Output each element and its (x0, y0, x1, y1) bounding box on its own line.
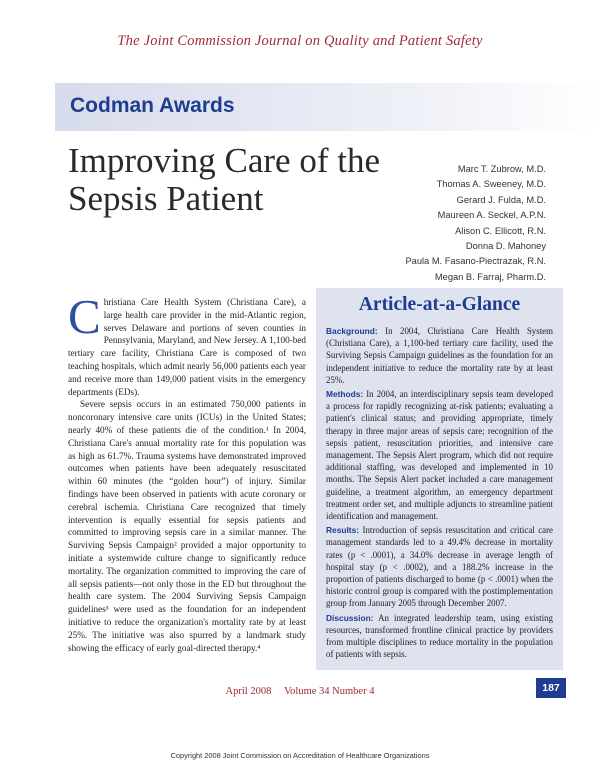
glance-background (326, 325, 553, 386)
glance-text: Introduction of sepsis resuscitation and critical care management standards led to a 49.4% decrease in mortality rates (p < .0001), a 34.0% decrease in average length of hospital stay (p < .0002), and a 188.2% increase in the proportion of patients discharged to home (p < .0001) when the historic control group is compared with the postimplementation group from January 2005 through December 2007. (326, 525, 553, 609)
author-name: Paula M. Fasano-Piectrazak, R.N. (405, 256, 546, 267)
journal-title: The Joint Commission Journal on Quality and Patient Safety (117, 33, 483, 49)
glance-label: Background: (326, 326, 378, 336)
section-band (55, 83, 600, 131)
glance-text: In 2004, an interdisciplinary sepsis team developed a process for rapidly recognizing at-risk patients; evaluating a patient's clinical status; and providing appropriate, timely therapy in three major areas of sepsis care; recognition of the sepsis patient, resuscitation priorities, and intensive care management. The Sepsis Alert program, which did not require additional staffing, was developed and implemented in 10 months. The Sepsis Alert packet included a care management guideline, a treatment algorithm, an emergency department treatment order set, and multiple adjuncts to streamline patient identification and management. (326, 389, 554, 522)
section-title: Codman Awards (70, 94, 235, 117)
drop-cap: C (68, 289, 101, 344)
glance-title: Article-at-a-Glance (358, 294, 521, 315)
glance-label: Results: (326, 525, 360, 536)
glance-label: Discussion: (326, 612, 374, 623)
issue-footer (0, 686, 600, 697)
author-name: Megan B. Farraj, Pharm.D. (434, 271, 546, 282)
article-at-a-glance-box (316, 288, 563, 670)
paragraph-text: hristiana Care Health System (Christiana Care), a large health care provider in the mid-Atlantic region, serves Delaware and portions of seven counties in Pennsylvania, Maryland, and New Jersey. A 1,100-bed tertiary care facility, Christiana Care is composed of two teaching hospitals, which admit nearly 56,000 patients each year and receive more than 149,000 patient visits in the emergency departments (EDs). (68, 297, 306, 397)
glance-methods (326, 388, 553, 522)
author-name: Gerard J. Fulda, M.D. (456, 194, 546, 205)
glance-text: In 2004, Christiana Care Health System (Christiana Care), a 1,100-bed tertiary care facility, used the Surviving Sepsis Campaign guidelines as the foundation for an independent initiative to reduce the mortality rate by at least 25%. (326, 326, 554, 385)
body-paragraph (68, 289, 306, 398)
author-list (405, 162, 546, 285)
body-column (68, 289, 306, 654)
article-title: Improving Care of the Sepsis Patient (68, 141, 380, 218)
author-name: Alison C. Ellicott, R.N. (455, 225, 546, 236)
issue-volume: Volume 34 Number 4 (283, 686, 375, 697)
author-name: Donna D. Mahoney (465, 241, 546, 252)
glance-discussion (326, 612, 553, 661)
glance-label: Methods: (326, 389, 364, 400)
author-name: Maureen A. Seckel, A.P.N. (437, 210, 546, 221)
copyright-notice: Copyright 2008 Joint Commission on Accreditation of Healthcare Organizations (170, 751, 430, 760)
page-number: 187 (536, 678, 566, 698)
body-paragraph: Severe sepsis occurs in an estimated 750,000 patients in noncoronary intensive care units (ICUs) in the United States; nearly 40% of these patients die of the condition.¹ In 2004, Christiana Care's annual mortality rate for this population was as high as 61.7%. Trauma systems have demonstrated improved outcomes when patients have been adequately resuscitated within 60 minutes (the “golden hour”) of injury. Similar findings have been observed in patients with acute coronary or cerebral ischemia. Christiana Care recognized that timely intervention is equally essential for sepsis patients and committed to improving sepsis care in a similar manner. The Surviving Sepsis Campaign² provided a major opportunity to initiate a systemwide culture change to significantly reduce mortality. The organization committed to improving the care of all sepsis patients—not only those in the ED but throughout the health care system. The 2004 Surviving Sepsis Campaign guidelines³ were used as the foundation for an independent initiative to reduce the organization's mortality rate by at least 25%. The initiative was also spurred by a landmark study showing the efficacy of early goal-directed therapy.⁴ (68, 399, 306, 653)
glance-text: An integrated leadership team, using existing resources, transformed frontline clinical practice by providers from multiple disciplines to reduce mortality in the population of patients with sepsis. (326, 612, 553, 660)
author-name: Marc T. Zubrow, M.D. (457, 164, 546, 174)
author-name: Thomas A. Sweeney, M.D. (436, 179, 546, 190)
issue-date: April 2008 (225, 686, 272, 697)
glance-results (326, 524, 553, 609)
